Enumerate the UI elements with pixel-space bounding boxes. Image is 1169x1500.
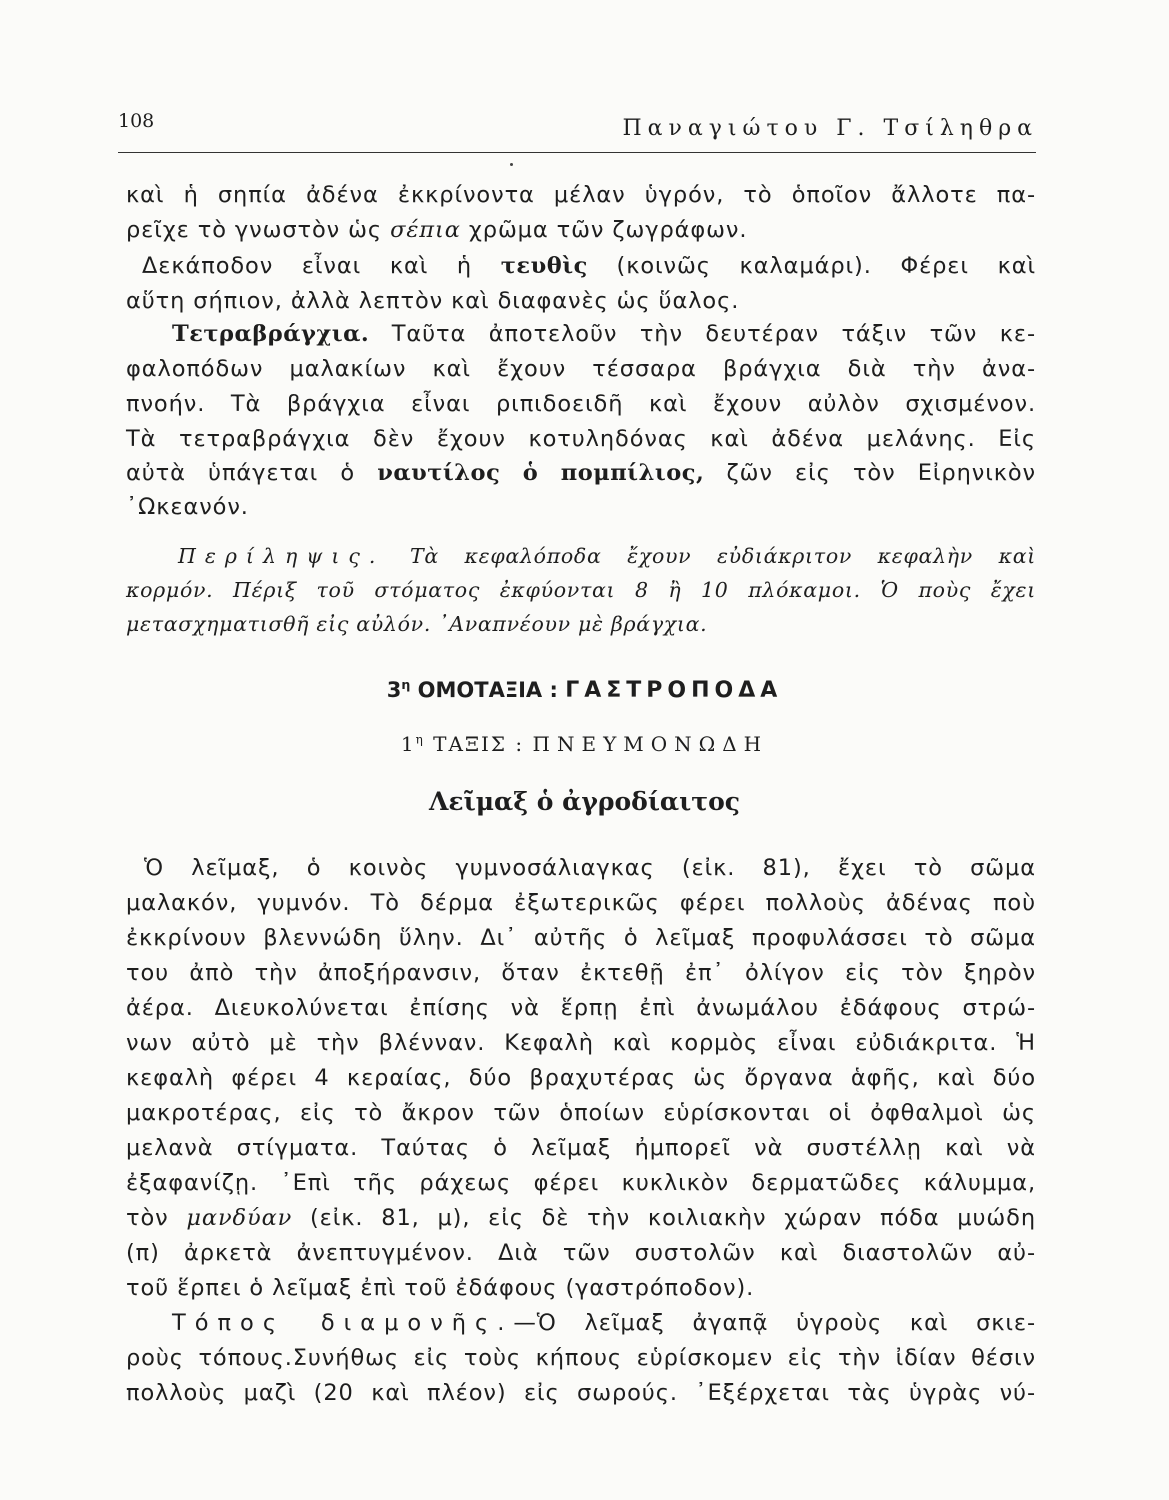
text-line: Δεκάποδον εἶναι καὶ ἡ τευθὶς (κοινῶς καλαμάρι). Φέρει καὶ xyxy=(142,253,1036,279)
text-line: μαλακόν, γυμνόν. Τὸ δέρμα ἐξωτερικῶς φέρει πολλοὺς ἀδένας ποὺ xyxy=(126,890,1036,916)
summary-line: μετασχηματισθῆ εἰς αὐλόν. ᾿Αναπνέουν μὲ βράγχια. xyxy=(126,612,708,636)
text-line: αὕτη σήπιον, ἀλλὰ λεπτὸν καὶ διαφανὲς ὡς ὕαλος. xyxy=(126,288,740,314)
text-line: ἀέρα. Διευκολύνεται ἐπίσης νὰ ἕρπῃ ἐπὶ ἀνωμάλου ἐδάφους στρώ- xyxy=(126,995,1036,1021)
italic-term: μανδύαν xyxy=(186,1205,293,1231)
spaced-subtitle: Τόπος διαμονῆς. xyxy=(172,1310,514,1336)
page-number: 108 xyxy=(118,110,155,132)
species-heading: Λεῖμαξ ὁ ἀγροδίαιτος xyxy=(429,787,740,816)
text-line: μελανὰ στίγματα. Ταύτας ὁ λεῖμαξ ἠμπορεῖ νὰ συστέλλῃ καὶ νὰ xyxy=(126,1135,1036,1161)
order-heading: $1^\eta$ ΤΑΞΙΣ : ΠΝΕΥΜΟΝΩΔΗ xyxy=(400,732,769,756)
text-line: ἐξαφανίζῃ. ᾿Επὶ τῆς ράχεως φέρει κυκλικὸν δερματῶδες κάλυμμα, xyxy=(126,1170,1036,1196)
text-line: ρεῖχε τὸ γνωστὸν ὡς σέπια χρῶμα τῶν ζωγράφων. xyxy=(126,217,748,243)
summary-line: κορμόν. Πέριξ τοῦ στόματος ἐκφύονται 8 ἢ 10 πλόκαμοι. Ὁ ποὺς ἔχει xyxy=(126,578,1036,602)
text-line: Τετραβράγχια. Ταῦτα ἀποτελοῦν τὴν δευτέραν τάξιν τῶν κε- xyxy=(172,321,1036,347)
text-line: Τὰ τετραβράγχια δὲν ἔχουν κοτυληδόνας καὶ ἀδένα μελάνης. Εἰς xyxy=(126,426,1036,452)
text-line: νων αὐτὸ μὲ τὴν βλένναν. Κεφαλὴ καὶ κορμὸς εἶναι εὐδιάκριτα. Ἡ xyxy=(126,1030,1036,1056)
text-line: καὶ ἡ σηπία ἀδένα ἐκκρίνοντα μέλαν ὑγρόν, τὸ ὁποῖον ἄλλοτε πα- xyxy=(126,182,1036,208)
text-line: μακροτέρας, εἰς τὸ ἄκρον τῶν ὁποίων εὑρίσκονται οἱ ὀφθαλμοὶ ὡς xyxy=(126,1100,1036,1126)
text-line: φαλοπόδων μαλακίων καὶ ἔχουν τέσσαρα βράγχια διὰ τὴν ἀνα- xyxy=(126,356,1036,382)
text-line: τὸν μανδύαν (εἰκ. 81, μ), εἰς δὲ τὴν κοιλιακὴν χώραν πόδα μυώδη xyxy=(126,1205,1036,1231)
text-line: πνοήν. Τὰ βράγχια εἶναι ριπιδοειδῆ καὶ ἔχουν αὐλὸν σχισμένον. xyxy=(126,391,1036,417)
text-line: ροὺς τόπους.Συνήθως εἰς τοὺς κήπους εὑρίσκομεν εἰς τὴν ἰδίαν θέσιν xyxy=(126,1345,1036,1371)
ink-speck xyxy=(510,163,513,166)
section-term: Τετραβράγχια. xyxy=(172,321,370,347)
running-header xyxy=(118,110,1038,154)
header-rule xyxy=(118,152,1036,153)
text-line: Τόπος διαμονῆς.—Ὁ λεῖμαξ ἀγαπᾷ ὑγροὺς καὶ σκιε- xyxy=(172,1310,1036,1336)
text-line: ἐκκρίνουν βλεννώδη ὕλην. Δι᾿ αὐτῆς ὁ λεῖμαξ προφυλάσσει τὸ σῶμα xyxy=(126,925,1036,951)
running-head-author: Παναγιώτου Γ. Τσίληθρα xyxy=(622,116,1038,141)
text-line: τοῦ ἕρπει ὁ λεῖμαξ ἐπὶ τοῦ ἐδάφους (γαστρόποδον). xyxy=(126,1275,755,1301)
text-line: αὐτὰ ὑπάγεται ὁ ναυτίλος ὁ πομπίλιος, ζῶν εἰς τὸν Εἰρηνικὸν xyxy=(126,460,1037,486)
summary-label: Περίληψις. xyxy=(178,544,385,568)
text-line: Ὁ λεῖμαξ, ὁ κοινὸς γυμνοσάλιαγκας (εἰκ. 81), ἔχει τὸ σῶμα xyxy=(144,855,1036,881)
text-line: του ἀπὸ τὴν ἀποξήρανσιν, ὅταν ἐκτεθῇ ἐπ᾿ ὀλίγον εἰς τὸν ξηρὸν xyxy=(126,960,1036,986)
text-line: (π) ἀρκετὰ ἀνεπτυγμένον. Διὰ τῶν συστολῶν καὶ διαστολῶν αὐ- xyxy=(126,1240,1036,1266)
bold-term: τευθὶς xyxy=(500,253,588,279)
italic-term: σέπια xyxy=(390,217,461,243)
text-line: πολλοὺς μαζὶ (20 καὶ πλέον) εἰς σωρούς. ᾿Εξέρχεται τὰς ὑγρὰς νύ- xyxy=(126,1380,1036,1406)
bold-term: ναυτίλος ὁ πομπίλιος, xyxy=(377,460,705,486)
text-line: ᾿Ωκεανόν. xyxy=(126,494,249,520)
summary-line: Περίληψις. Τὰ κεφαλόποδα ἔχουν εὐδιάκριτον κεφαλὴν καὶ xyxy=(178,544,1036,568)
text-line: κεφαλὴ φέρει 4 κεραίας, δύο βραχυτέρας ὡς ὄργανα ἁφῆς, καὶ δύο xyxy=(126,1065,1036,1091)
class-heading: $3^\eta$ ΟΜΟΤΑΞΙΑ : ΓΑΣΤΡΟΠΟΔΑ xyxy=(386,677,783,703)
